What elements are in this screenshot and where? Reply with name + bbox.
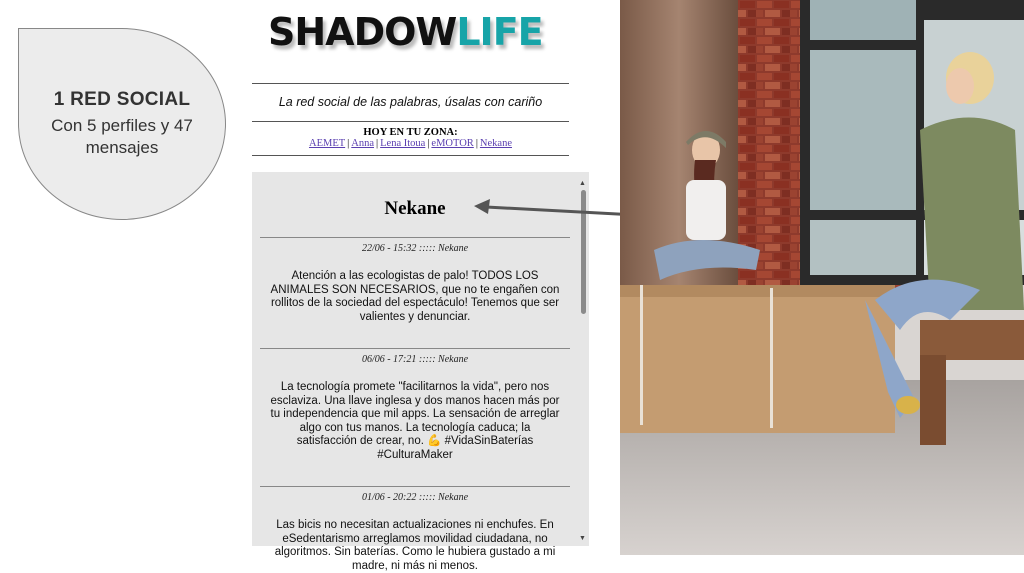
zone-link-nekane[interactable]: Nekane (479, 138, 512, 149)
scroll-down-icon[interactable]: ▼ (579, 535, 586, 542)
post-text: Atención a las ecologistas de palo! TODOS LOS ANIMALES SON NECESARIOS, que no te engañen con rollitos de la sociedad del espectáculo! Tenemos que ser valientes y denunciar. (270, 270, 560, 323)
stats-profiles-messages: Con 5 perfiles y 47 mensajes (51, 116, 193, 157)
tagline: La red social de las palabras, úsalas con cariño (278, 95, 543, 109)
stats-bubble (18, 28, 226, 220)
zone-link-emotor[interactable]: eMOTOR (431, 138, 474, 149)
zone-link-lena-itoua[interactable]: Lena Itoua (380, 138, 426, 149)
scene-image (620, 0, 1024, 555)
post-meta: 22/06 - 15:32 ::::: Nekane (361, 243, 469, 254)
local-zone (252, 127, 569, 149)
post-text: Las bicis no necesitan actualizaciones ni enchufes. En eSedentarismo arreglamos movilidad ciudadana, no algoritmos. Sin baterías. Como le hubiera gustado a mi madre, ni más ni menos. (274, 519, 556, 572)
profile-feed[interactable] (252, 172, 589, 572)
arrow-left-icon (470, 196, 640, 222)
divider (252, 83, 569, 84)
zone-link-anna[interactable]: Anna (351, 138, 375, 149)
feed-scrollbar[interactable] (578, 172, 589, 546)
zone-link-aemet[interactable]: AEMET (308, 138, 346, 149)
post-text: La tecnología promete "facilitarnos la vida", pero nos esclaviza. Una llave inglesa y dos manos hacen más por tu independencia que mil apps. La sensación de arreglar algo con tus manos. La tecnología caduca; la satisfacción de crear, no. 💪 #VidaSinBaterías #CulturaMaker (270, 381, 560, 461)
post (260, 348, 570, 486)
stats-network-count: 1 RED SOCIAL (53, 89, 191, 110)
scene-illustration (620, 0, 1024, 555)
post (260, 486, 570, 573)
profile-name: Nekane (384, 198, 446, 219)
shadowlife-logo (268, 10, 543, 54)
logo-part-life: LIFE (456, 10, 543, 54)
local-zone-links: AEMET | Anna | Lena Itoua | eMOTOR | Nekane (308, 138, 512, 149)
divider (252, 155, 569, 156)
post-meta: 01/06 - 20:22 ::::: Nekane (361, 492, 469, 503)
local-zone-title: HOY EN TU ZONA: (363, 127, 458, 138)
logo-part-shadow: SHADOW (268, 10, 457, 54)
post (260, 237, 570, 348)
post-meta: 06/06 - 17:21 ::::: Nekane (361, 354, 469, 365)
divider (252, 121, 569, 122)
scroll-up-icon[interactable]: ▲ (579, 180, 586, 187)
